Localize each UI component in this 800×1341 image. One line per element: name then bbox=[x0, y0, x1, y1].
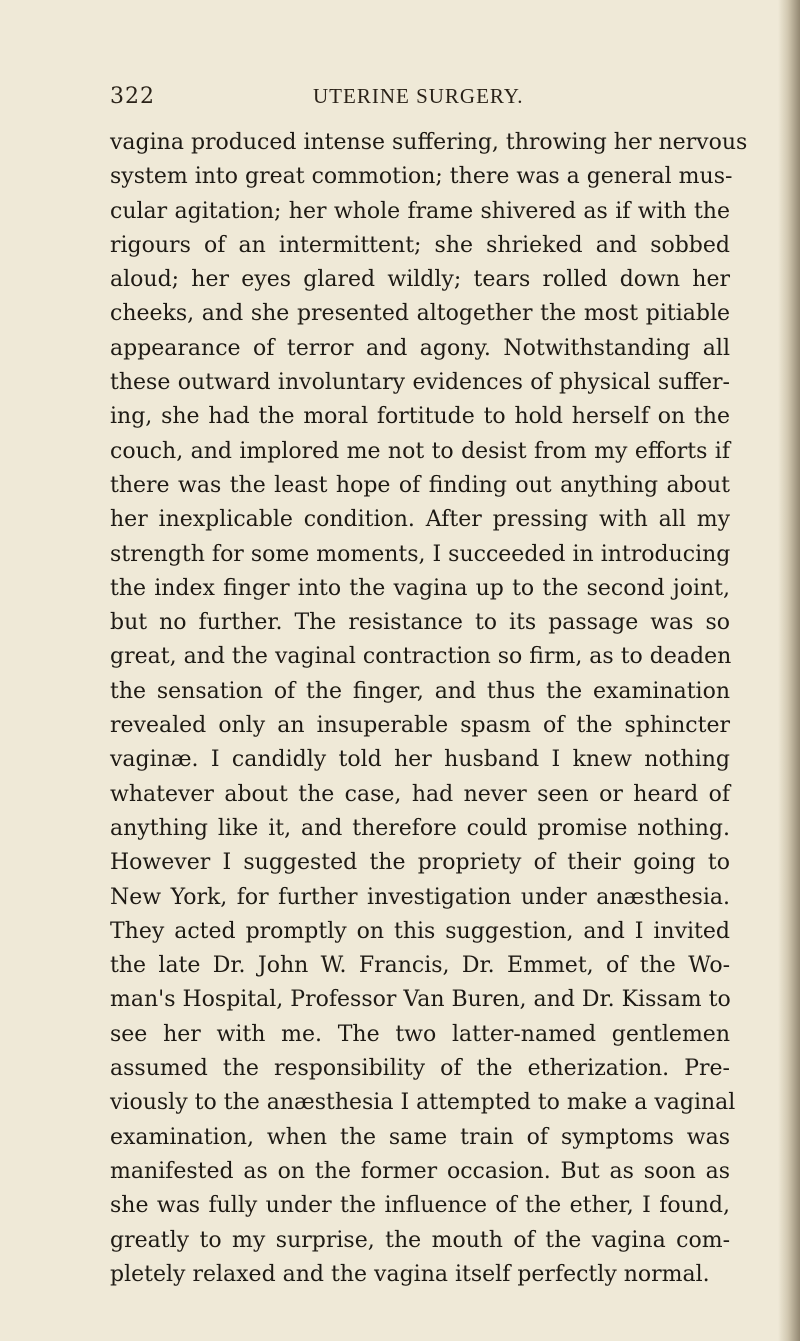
text-line: strength for some moments, I succeeded in introducing bbox=[110, 541, 731, 567]
text-line: They acted promptly on this suggestion, and I invited bbox=[110, 918, 730, 944]
text-line: see her with me. The two latter-named gentlemen bbox=[110, 1021, 730, 1047]
text-line: but no further. The resistance to its passage was so bbox=[110, 610, 730, 636]
running-head bbox=[0, 84, 800, 108]
text-line: these outward involuntary evidences of physical suffer- bbox=[110, 370, 730, 396]
text-line: there was the least hope of finding out anything about bbox=[110, 472, 730, 498]
page-number: 322 bbox=[110, 84, 155, 109]
running-title: UTERINE SURGERY. bbox=[313, 84, 524, 108]
text-line: couch, and implored me not to desist from my efforts if bbox=[110, 438, 730, 464]
text-line: However I suggested the propriety of their going to bbox=[110, 850, 730, 876]
text-line: the sensation of the finger, and thus the examination bbox=[110, 678, 730, 704]
text-line: manifested as on the former occasion. But as soon as bbox=[110, 1158, 730, 1184]
text-line: the index finger into the vagina up to the second joint, bbox=[110, 575, 730, 601]
text-line: aloud; her eyes glared wildly; tears rolled down her bbox=[110, 267, 730, 293]
text-line: man's Hospital, Professor Van Buren, and Dr. Kissam to bbox=[110, 987, 731, 1013]
text-line: examination, when the same train of symptoms was bbox=[110, 1124, 730, 1150]
text-line: system into great commotion; there was a general mus- bbox=[110, 164, 733, 190]
text-line: vaginæ. I candidly told her husband I knew nothing bbox=[110, 747, 730, 773]
text-line: vagina produced intense suffering, throwing her nervous bbox=[110, 130, 748, 155]
text-line: revealed only an insuperable spasm of the sphincter bbox=[110, 713, 730, 739]
body-text bbox=[110, 126, 748, 1292]
text-line: she was fully under the influence of the ether, I found, bbox=[110, 1193, 730, 1219]
text-line: greatly to my surprise, the mouth of the vagina com- bbox=[110, 1227, 730, 1253]
text-line: viously to the anæsthesia I attempted to make a vaginal bbox=[110, 1090, 736, 1116]
text-line: anything like it, and therefore could promise nothing. bbox=[110, 815, 730, 841]
text-line: her inexplicable condition. After pressing with all my bbox=[110, 507, 730, 533]
text-line: New York, for further investigation under anæsthesia. bbox=[110, 884, 730, 910]
text-line: cheeks, and she presented altogether the most pitiable bbox=[110, 301, 730, 327]
text-line: cular agitation; her whole frame shivered as if with the bbox=[110, 198, 730, 224]
text-line: the late Dr. John W. Francis, Dr. Emmet, of the Wo- bbox=[110, 953, 730, 979]
text-line: assumed the responsibility of the etherization. Pre- bbox=[110, 1056, 730, 1082]
text-line: rigours of an intermittent; she shrieked and sobbed bbox=[110, 232, 730, 258]
text-line: whatever about the case, had never seen or heard of bbox=[110, 781, 730, 807]
page-edge-shadow bbox=[778, 0, 800, 1341]
text-line: appearance of terror and agony. Notwithstanding all bbox=[110, 335, 730, 361]
text-line: ing, she had the moral fortitude to hold herself on the bbox=[110, 404, 730, 430]
text-line: great, and the vaginal contraction so firm, as to deaden bbox=[110, 644, 732, 670]
text-line: pletely relaxed and the vagina itself perfectly normal. bbox=[110, 1261, 710, 1287]
